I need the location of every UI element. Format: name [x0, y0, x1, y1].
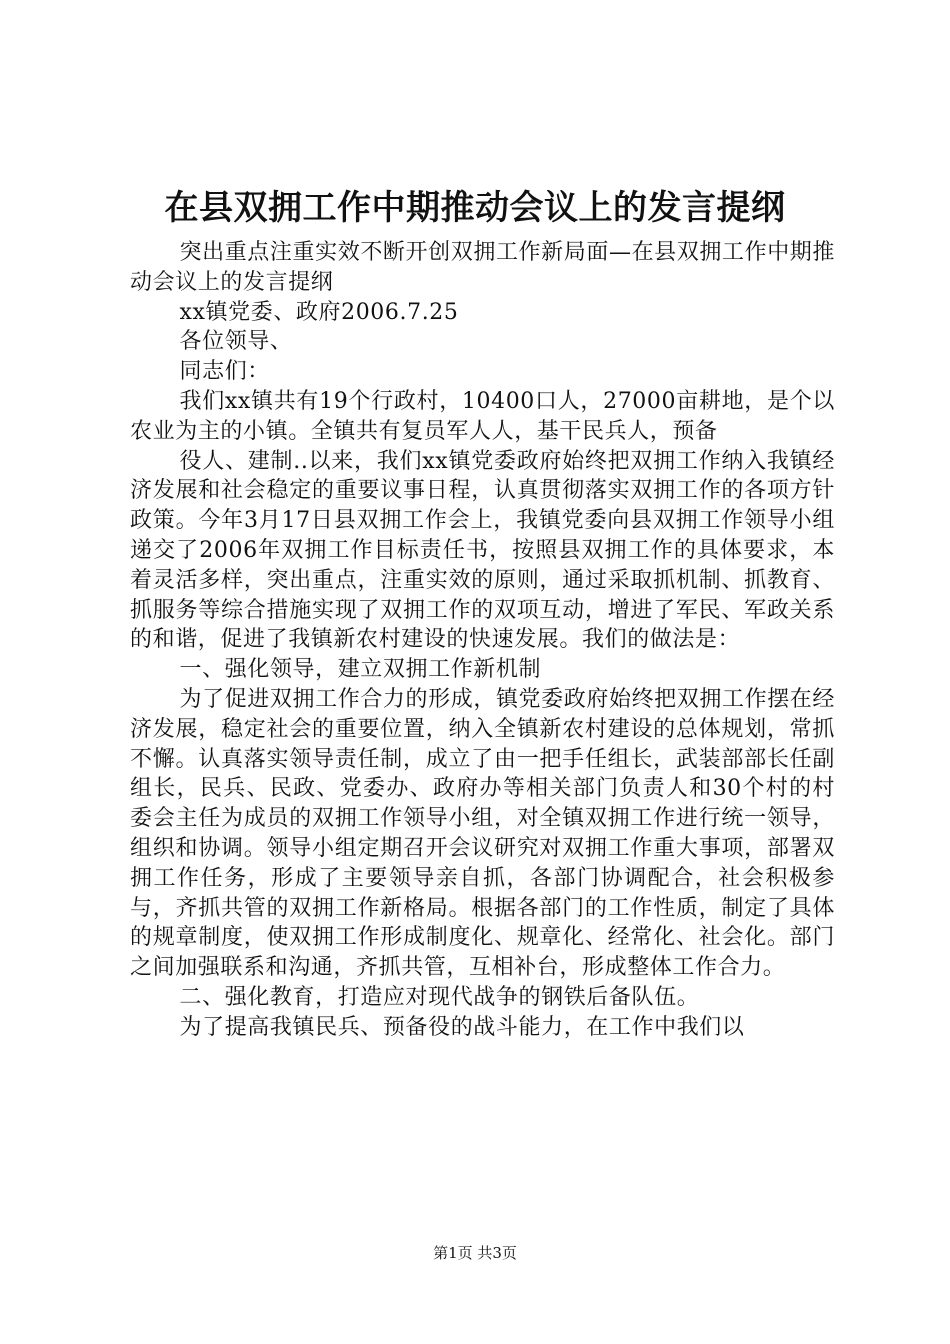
author-date-line: xx镇党委、政府2006.7.25 [179, 299, 459, 325]
section-heading: 一、强化领导，建立双拥工作新机制 [179, 657, 542, 683]
subtitle-paragraph: 突出重点注重实效不断开创双拥工作新局面—在县双拥工作中期推动会议上的发言提纲 [130, 240, 835, 295]
page-footer: 第1页 共3页 [433, 1244, 517, 1262]
body-paragraph: 为了提高我镇民兵、预备役的战斗能力，在工作中我们以 [179, 1014, 745, 1040]
body-paragraph: 为了促进双拥工作合力的形成，镇党委政府始终把双拥工作摆在经济发展，稳定社会的重要位置，纳入全镇新农村建设的总体规划，常抓不懈。认真落实领导责任制，成立了由一把手任组长，武装部部长任副组长，民兵、民政、党委办、政府办等相关部门负责人和30个村的村委会主任为成员的双拥工作领导小组，对全镇双拥工作进行统一领导，组织和协调。领导小组定期召开会议研究对双拥工作重大事项，部署双拥工作任务，形成了主要领导亲自抓，各部门协调配合，社会积极参与，齐抓共管的双拥工作新格局。根据各部门的工作性质，制定了具体的规章制度，使双拥工作形成制度化、规章化、经常化、社会化。部门之间加强联系和沟通，齐抓共管，互相补台，形成整体工作合力。 [130, 686, 835, 981]
salutation-line: 各位领导、 [179, 329, 293, 355]
body-paragraph: 役人、建制..以来，我们xx镇党委政府始终把双拥工作纳入我镇经济发展和社会稳定的重要议事日程，认真贯彻落实双拥工作的各项方针政策。今年3月17日县双拥工作会上，我镇党委向县双拥工作领导小组递交了2006年双拥工作目标责任书，按照县双拥工作的具体要求，本着灵活多样，突出重点，注重实效的原则，通过采取抓机制、抓教育、抓服务等综合措施实现了双拥工作的双项互动，增进了军民、军政关系的和谐，促进了我镇新农村建设的快速发展。我们的做法是： [130, 448, 835, 653]
body-paragraph: 我们xx镇共有19个行政村，10400口人，27000亩耕地，是个以农业为主的小镇。全镇共有复员军人人，基干民兵人，预备 [130, 388, 835, 444]
document-body [130, 238, 835, 1043]
salutation-line: 同志们： [179, 359, 270, 385]
document-title: 在县双拥工作中期推动会议上的发言提纲 [164, 188, 786, 228]
section-heading: 二、强化教育，打造应对现代战争的钢铁后备队伍。 [179, 984, 700, 1010]
